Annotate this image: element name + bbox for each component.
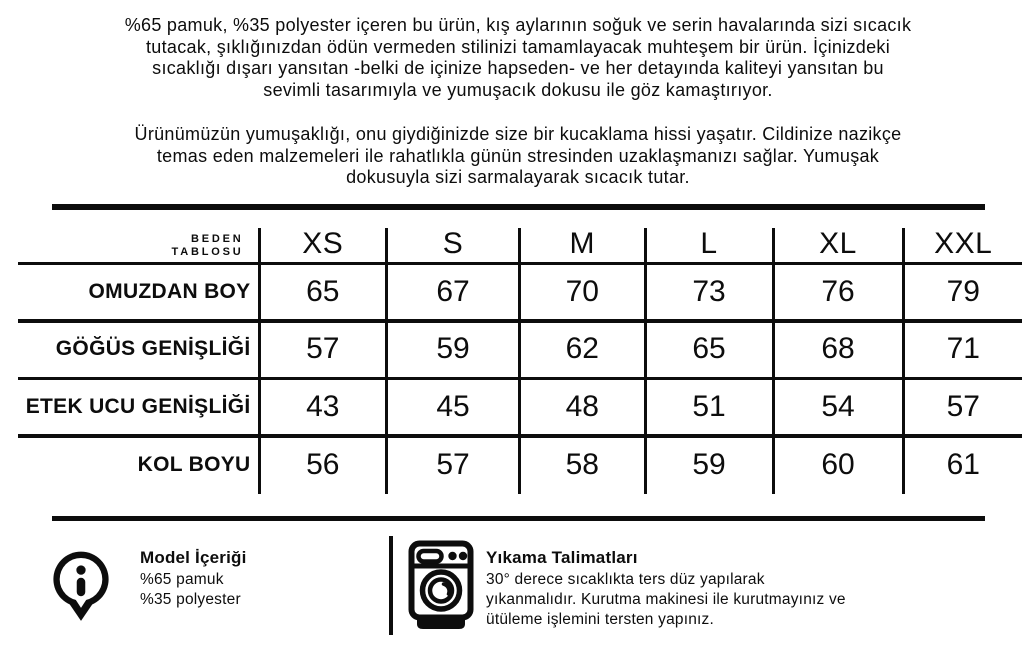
size-value-cell: 62 [521,321,647,379]
size-value-cell: 57 [388,436,521,495]
measurement-row-label: GÖĞÜS GENİŞLİĞİ [0,321,261,379]
washing-instructions-line: yıkanmalıdır. Kurutma makinesi ile kurutmayınız ve [486,591,846,608]
model-content-line: %65 pamuk [140,571,224,588]
footer-vertical-divider [389,536,393,635]
measurement-row-label: OMUZDAN BOY [0,263,261,321]
size-column-header-xl: XL [775,228,905,263]
size-value-cell: 65 [647,321,775,379]
size-value-cell: 57 [946,389,980,423]
size-value-cell: 58 [521,436,647,495]
size-value-cell: 59 [647,436,775,495]
corner-label-line: TABLOSU [171,245,244,258]
size-value-cell: 51 [647,378,775,436]
size-value-cell: 65 [261,263,389,321]
model-content-line: %35 polyester [140,591,241,608]
paragraph-line: tutacak, şıklığınızdan ödün vermeden stilinizi tamamlayacak muhteşem bir ürün. İçinizdeki [145,36,891,57]
size-value-cell: 76 [775,263,905,321]
size-value-cell: 70 [521,263,647,321]
washing-instructions-block [486,548,886,630]
paragraph-line: sıcaklığı dışarı yansıtan -belki de içinize hapseden- ve her detayında kaliteyi yansıtan bu [152,58,884,78]
size-value-cell: 60 [775,436,905,495]
model-content-title: Model İçeriği [140,548,247,567]
size-value-cell: 61 [946,447,980,481]
washing-machine-icon [408,540,474,634]
paragraph-line: Ürünümüzün yumuşaklığı, onu giydiğinizde size bir kucaklama hissi yaşatır. Cildinize nazikçe [134,124,902,144]
paragraph-line: sevimli tasarımıyla ve yumuşacık dokusu ile göz kamaştırıyor. [263,79,773,100]
paragraph-line: temas eden malzemeleri ile rahatlıkla günün stresinden uzaklaşmanızı sağlar. Yumuşak [156,145,880,166]
size-value-cell: 45 [388,378,521,436]
size-value-cell: 54 [775,378,905,436]
size-column-header-m: M [521,228,647,263]
size-value-cell: 48 [521,378,647,436]
product-description [0,15,1036,212]
size-value-cell: 71 [946,332,980,366]
size-value-cell: 73 [647,263,775,321]
size-value-cell: 68 [775,321,905,379]
paragraph-line: %65 pamuk, %35 polyester içeren bu ürün, kış aylarının soğuk ve serin havalarında sizi sıcacık [124,15,912,35]
footer-separator-rule [52,516,985,521]
size-value-cell: 67 [388,263,521,321]
size-column-header-xs: XS [261,228,389,263]
description-paragraph-2 [38,124,998,189]
size-value-cell: 56 [261,436,389,495]
size-value-cell: 57 [261,321,389,379]
table-top-rule [52,204,985,210]
measurement-row-label: KOL BOYU [0,436,261,495]
washing-instructions-lines [486,570,886,630]
corner-label-line: BEDEN [190,233,244,245]
washing-instructions-line: ütüleme işlemini tersten yapınız. [486,611,715,628]
paragraph-line: dokusuyla sizi sarmalayarak sıcacık tutar. [346,167,690,187]
washing-instructions-title: Yıkama Talimatları [486,548,638,567]
washing-instructions-line: 30° derece sıcaklıkta ters düz yapılarak [486,571,765,588]
size-column-header-l: L [647,228,775,263]
size-value-cell: 59 [388,321,521,379]
size-column-header-xxl: XXL [934,227,993,260]
size-table-corner-label [0,228,261,263]
measurement-row-label: ETEK UCU GENİŞLİĞİ [0,378,261,436]
model-content-block [140,548,380,610]
size-column-header-s: S [388,228,521,263]
description-paragraph-1 [38,15,998,101]
size-table [0,228,1036,494]
size-value-cell: 79 [946,274,980,308]
model-content-lines [140,570,380,610]
info-icon [50,549,112,625]
size-value-cell: 43 [261,378,389,436]
